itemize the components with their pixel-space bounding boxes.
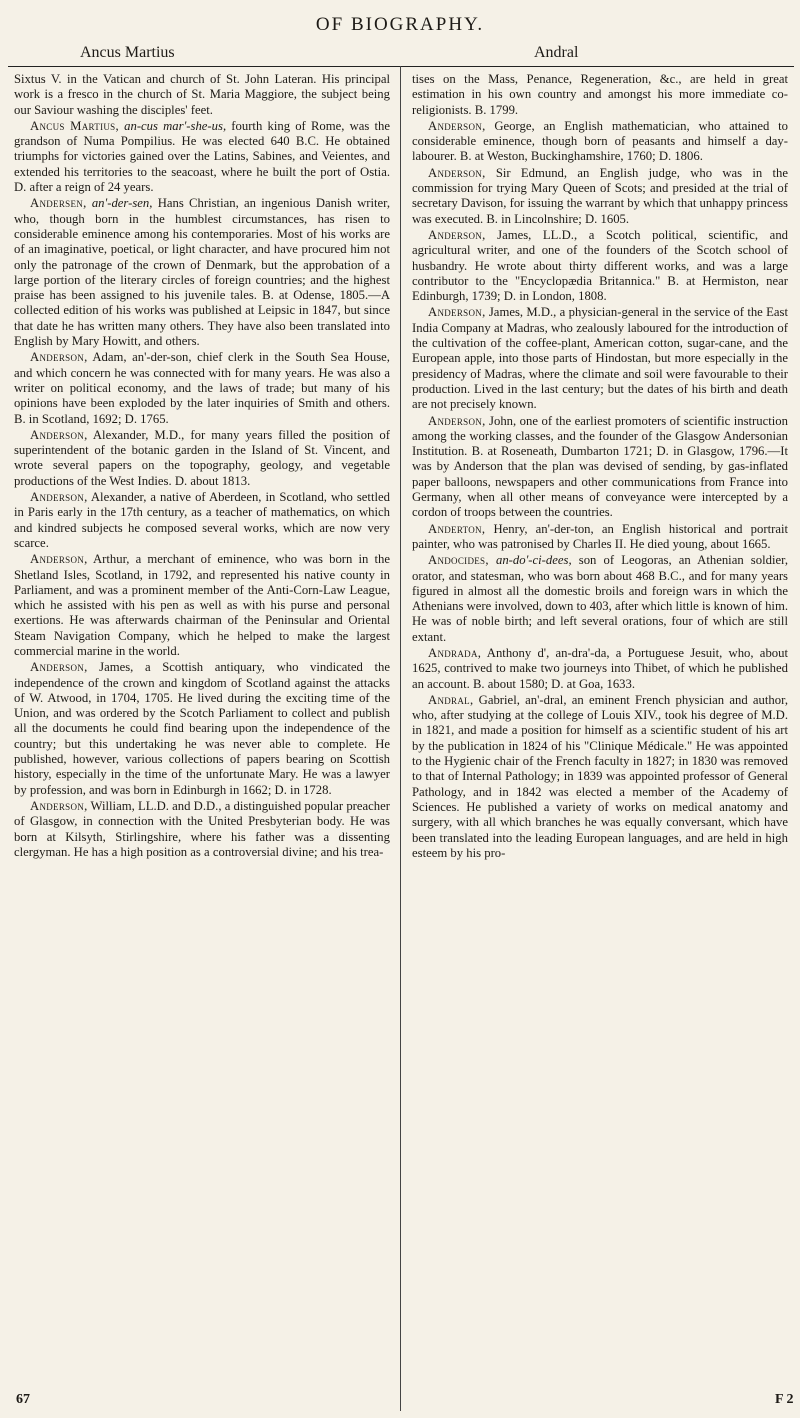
entry-text: fourth king of Rome, was the grandson of Numa Pompilius. He was elected 640 B.C. He obtained triumphs for victories gained over the Latins, Sabines, and Veientes, and extended his territories to the seacoast, where he built the port of Ostia. D. after a reign of 24 years.	[14, 118, 390, 195]
dictionary-entry	[412, 553, 788, 645]
dictionary-entry	[412, 166, 788, 227]
entry-text: Hans Christian, an ingenious Danish writer, who, though born in the humblest circumstances, has risen to considerable eminence among his contemporaries. Most of his works are of an imaginative, poetical, or light character, and have procured him not only the patronage of the crown of Denmark, but the approbation of a large portion of the literary circles of foreign countries; and the highest praise has been assigned to his juvenile tales. B. at Odense, 1805.—A collected edition of his works was published at Leipsic in 1847, but since that date he has written many others. They have also been translated into English by Mary Howitt, and others.	[14, 196, 390, 349]
guide-word-right: Andral	[534, 44, 579, 61]
running-head: OF BIOGRAPHY.	[315, 14, 485, 35]
entry-headword: Andersen,	[30, 196, 87, 211]
entry-text: Alexander, M.D., for many years filled the position of superintendent of the botanic garden in the Island of St. Vincent, and wrote several papers on the topography, geology, and vegetable productions of the West Indies. D. about 1813.	[14, 427, 390, 488]
entry-headword: Anderton,	[428, 521, 486, 536]
entry-headword: Anderson,	[428, 118, 486, 133]
dictionary-entry	[14, 799, 390, 860]
dictionary-entry	[412, 228, 788, 304]
dictionary-entry	[14, 660, 390, 798]
entry-headword: Anderson,	[428, 413, 486, 428]
entry-headword: Anderson,	[30, 490, 88, 505]
entry-text: tises on the Mass, Penance, Regeneration, &c., are held in great estimation in his own country and amongst his more immediate co-religionists. B. 1799.	[412, 72, 788, 117]
dictionary-entry	[14, 350, 390, 426]
dictionary-entry	[14, 552, 390, 659]
signature-mark: F 2	[775, 1392, 794, 1407]
entry-text: Henry, an'-der-ton, an English historical and portrait painter, who was patronised by Charles II. He died young, about 1665.	[412, 521, 788, 551]
entry-headword: Anderson,	[30, 350, 88, 365]
dictionary-entry	[412, 305, 788, 412]
dictionary-entry	[412, 693, 788, 861]
dictionary-entry	[14, 119, 390, 195]
page-number: 67	[16, 1392, 30, 1407]
entry-pronunciation: an'-der-sen,	[91, 196, 153, 211]
entry-headword: Anderson,	[428, 305, 486, 320]
dictionary-entry	[14, 490, 390, 551]
dictionary-entry	[412, 646, 788, 692]
entry-pronunciation: an-cus mar'-she-us,	[124, 118, 227, 133]
entry-text: Gabriel, an'-dral, an eminent French physician and author, who, after studying at the college of Louis XIV., took his degree of M.D. in 1821, and made a position for himself as a scientific student of his art by the publication in 1824 of his "Clinique Médicale." He was appointed to the Hygienic chair of the French faculty in 1827; in 1830 was removed to that of Internal Pathology; in 1839 was appointed professor of General Pathology, and in 1842 was elected a member of the Academy of Sciences. He published a variety of works on medical anatomy and surgery, with all which branches he was equally conversant, which have been translated into the leading European languages, and are held in high esteem by his pro-	[412, 692, 788, 860]
dictionary-entry	[412, 414, 788, 521]
entry-headword: Andral,	[428, 692, 474, 707]
entry-headword: Anderson,	[30, 427, 88, 442]
entry-headword: Andocides,	[428, 553, 489, 568]
entry-text: Arthur, a merchant of eminence, who was born in the Shetland Isles, Scotland, in 1792, and represented his native county in Parliament, and was a prominent member of the Anti-Corn-Law League, which he assisted with his pen as well as with his purse and personal exertions. He was afterwards chairman of the Peninsular and Oriental Steam Navigation Company, which he helped to make the largest commercial marine in the world.	[14, 552, 390, 658]
entry-text: Adam, an'-der-son, chief clerk in the South Sea House, and which concern he was connected with for many years. He was also a writer on political economy, and the laws of trade; but many of his opinions have been exploded by the later inquiries of Smith and others. B. in Scotland, 1692; D. 1765.	[14, 350, 390, 426]
entry-text: James, LL.D., a Scotch political, scientific, and agricultural writer, and one of the founders of the Scotch school of husbandry. He wrote about thirty different works, and was a large contributor to the "Encyclopædia Britannica." B. at Hermiston, near Edinburgh, 1739; D. in London, 1808.	[412, 227, 788, 304]
entry-text: Alexander, a native of Aberdeen, in Scotland, who settled in Paris early in the 17th century, as a teacher of mathematics, on which and kindred subjects he composed several works, which are now very scarce.	[14, 490, 390, 550]
dictionary-entry	[14, 196, 390, 349]
entry-text: Sixtus V. in the Vatican and church of St. John Lateran. His principal work is a fresco in the church of St. Maria Maggiore, the subject being our Saviour washing the disciples' feet.	[14, 72, 390, 117]
header-rule	[8, 66, 794, 67]
entry-headword: Anderson,	[428, 165, 486, 180]
right-column	[412, 72, 788, 1392]
left-column	[14, 72, 390, 1392]
entry-text: son of Leogoras, an Athenian soldier, orator, and statesman, who was born about 468 B.C., and for many years figured in almost all the domestic broils and foreign wars in which the Athenians were involved, down to 403, after which little is known of him. He was of noble birth; and left several orations, four of which are still extant.	[412, 553, 788, 644]
dictionary-entry	[412, 119, 788, 165]
guide-word-left: Ancus Martius	[80, 44, 175, 61]
entry-text: John, one of the earliest promoters of scientific instruction among the working classes, and the founder of the Glasgow Andersonian Institution. B. at Roseneath, Dumbarton 1721; D. in Glasgow, 1796.—It was by Anderson that the plan was devised of sending, by gas-inflated paper balloons, newspapers and other communications from France into Germany, when all other means of conveyance were intercepted by a cordon of troops between the countries.	[412, 413, 788, 520]
entry-headword: Anderson,	[428, 227, 486, 242]
entry-headword: Anderson,	[30, 798, 88, 813]
column-rule	[400, 66, 401, 1411]
entry-text: Anthony d', an-dra'-da, a Portuguese Jesuit, who, about 1625, contrived to make two journeys into Thibet, of which he published an account. B. about 1580; D. at Goa, 1633.	[412, 645, 788, 691]
dictionary-entry	[412, 72, 788, 118]
entry-pronunciation: an-do'-ci-dees,	[495, 553, 572, 568]
entry-text: James, M.D., a physician-general in the service of the East India Company at Madras, who zealously laboured for the introduction of the cultivation of the coffee-plant, American cotton, sugar-cane, and the European apple, into those parts of Hindostan, but more especially in the presidency of Madras, where the climate and soil were favourable to their production. Lived in the last century; but the dates of his birth and death are not precisely known.	[412, 305, 788, 412]
entry-text: James, a Scottish antiquary, who vindicated the independence of the crown and kingdom of Scotland against the attacks of W. Atwood, in 1704, 1705. He lived during the exciting time of the Union, and was ordered by the Scotch Parliament to collect and publish all the documents he could find bearing upon the independence of the country; but this undertaking he was never able to complete. He published, however, various collections of papers bearing on Scottish history, especially in the time of the unfortunate Mary. He was a lawyer by profession, and was born in Edinburgh in 1662; D. in 1728.	[14, 660, 390, 797]
entry-text: William, LL.D. and D.D., a distinguished popular preacher of Glasgow, in connection with the United Presbyterian body. He was born at Kilsyth, Stirlingshire, where his father was a dissenting clergyman. He has a high position as a controversial divine; and his trea-	[14, 798, 390, 859]
entry-headword: Anderson,	[30, 660, 88, 675]
entry-headword: Andrada,	[428, 645, 482, 660]
entry-headword: Ancus Martius,	[30, 118, 119, 133]
entry-headword: Anderson,	[30, 552, 88, 567]
entry-text: George, an English mathematician, who attained to considerable eminence, though born of peasants and himself a day-labourer. B. at Weston, Buckinghamshire, 1760; D. 1806.	[412, 118, 788, 164]
dictionary-entry	[14, 72, 390, 118]
entry-text: Sir Edmund, an English judge, who was in the commission for trying Mary Queen of Scots; and presided at the trial of secretary Davison, for issuing the warrant by which that unhappy princess was executed. B. in Lincolnshire; D. 1605.	[412, 165, 788, 226]
dictionary-entry	[412, 522, 788, 553]
dictionary-entry	[14, 428, 390, 489]
